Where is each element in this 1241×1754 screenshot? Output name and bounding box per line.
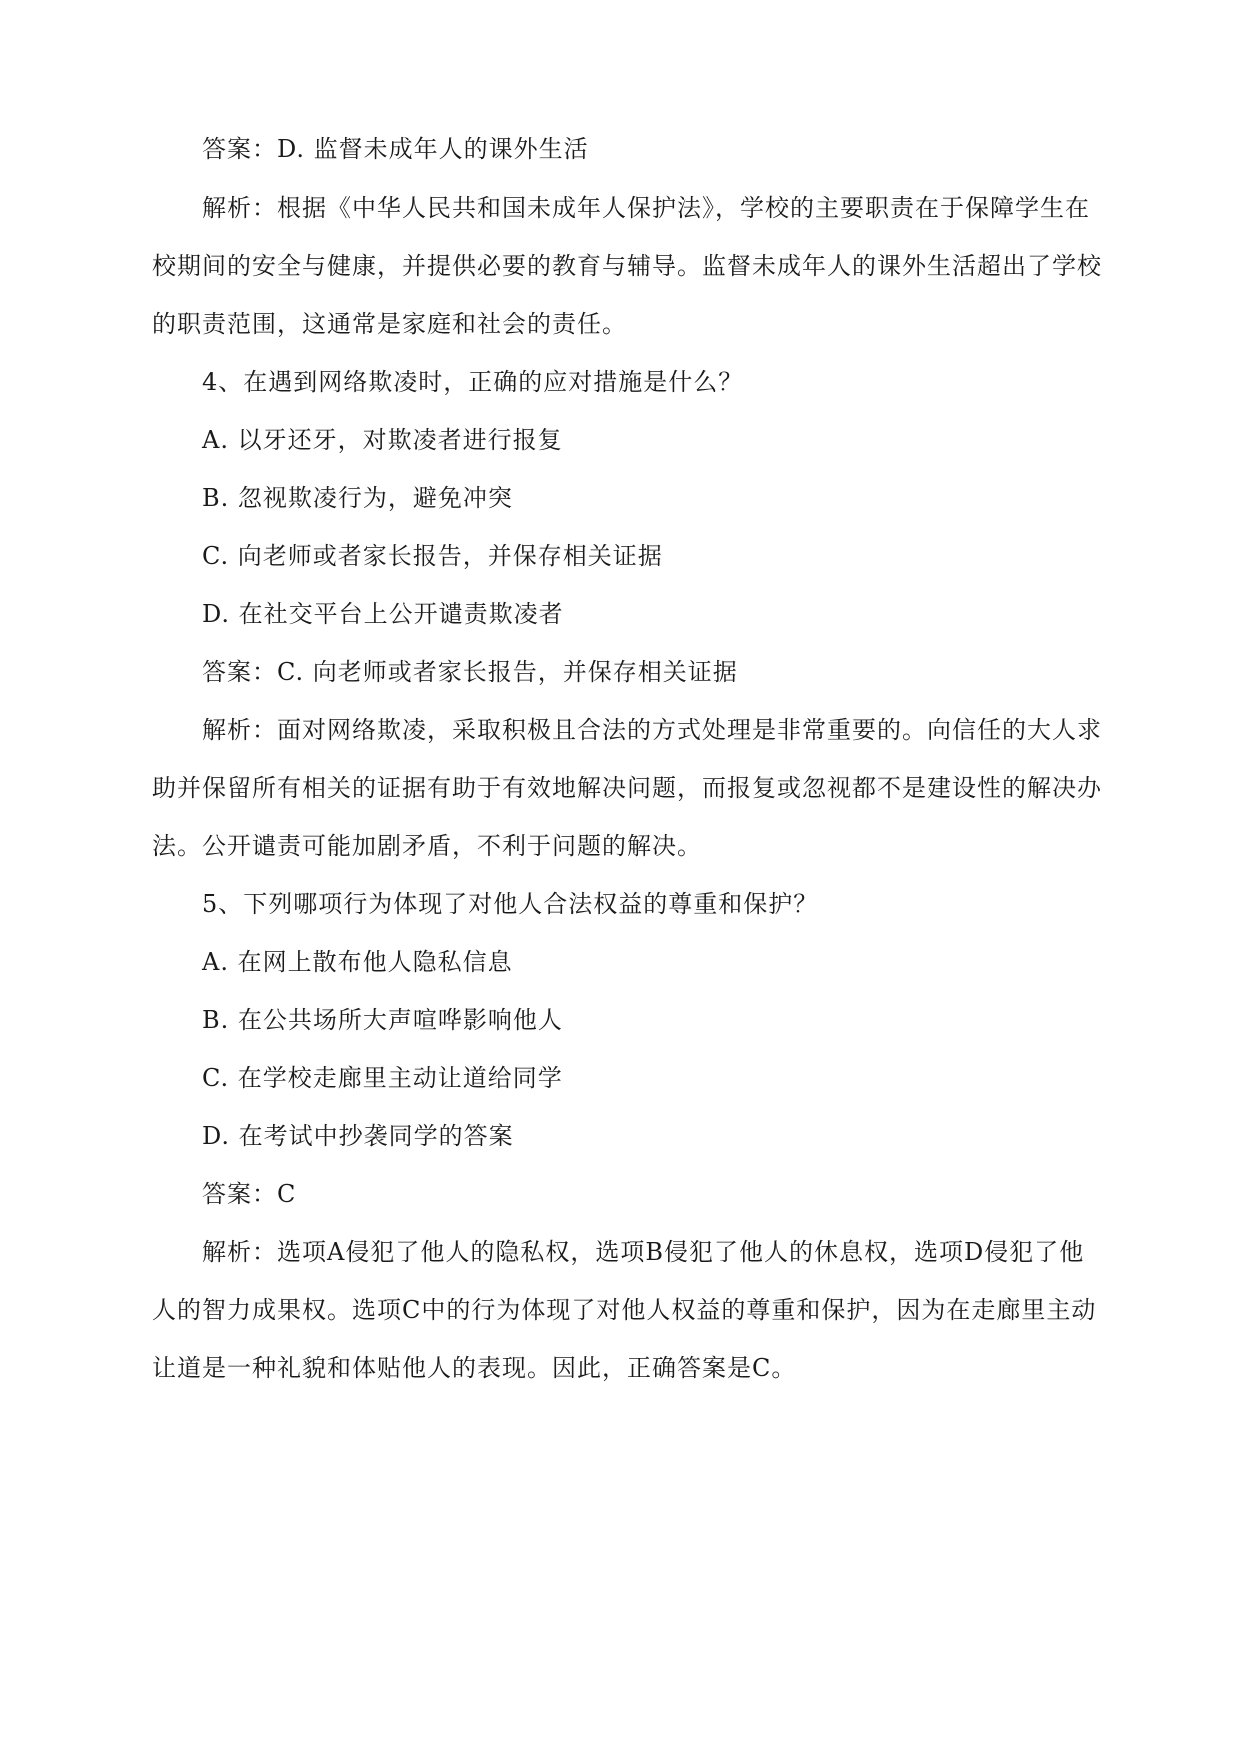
q4-option-d: D. 在社交平台上公开谴责欺凌者 [202, 600, 564, 628]
q3-answer: 答案：D. 监督未成年人的课外生活 [202, 135, 589, 163]
q4-analysis-line-2: 助并保留所有相关的证据有助于有效地解决问题，而报复或忽视都不是建设性的解决办 [152, 774, 1102, 802]
q4-option-b: B. 忽视欺凌行为，避免冲突 [202, 484, 513, 512]
q5-option-c: C. 在学校走廊里主动让道给同学 [202, 1064, 563, 1092]
q4-question: 4、在遇到网络欺凌时，正确的应对措施是什么？ [202, 368, 744, 396]
q5-option-b: B. 在公共场所大声喧哗影响他人 [202, 1006, 563, 1034]
q3-analysis-line-1: 解析：根据《中华人民共和国未成年人保护法》，学校的主要职责在于保障学生在 [202, 194, 1090, 222]
q5-analysis-line-1: 解析：选项A侵犯了他人的隐私权，选项B侵犯了他人的休息权，选项D侵犯了他 [202, 1238, 1085, 1266]
q4-option-a: A. 以牙还牙，对欺凌者进行报复 [202, 426, 563, 454]
q5-analysis-line-2: 人的智力成果权。选项C中的行为体现了对他人权益的尊重和保护，因为在走廊里主动 [152, 1296, 1097, 1324]
q4-answer: 答案：C. 向老师或者家长报告，并保存相关证据 [202, 658, 738, 686]
q5-analysis-line-3: 让道是一种礼貌和体贴他人的表现。因此，正确答案是C。 [152, 1354, 797, 1382]
q4-option-c: C. 向老师或者家长报告，并保存相关证据 [202, 542, 663, 570]
q5-option-a: A. 在网上散布他人隐私信息 [202, 948, 513, 976]
q3-analysis-line-2: 校期间的安全与健康，并提供必要的教育与辅导。监督未成年人的课外生活超出了学校 [152, 252, 1102, 280]
q4-analysis-line-1: 解析：面对网络欺凌，采取积极且合法的方式处理是非常重要的。向信任的大人求 [202, 716, 1102, 744]
q5-option-d: D. 在考试中抄袭同学的答案 [202, 1122, 514, 1150]
q3-analysis-line-3: 的职责范围，这通常是家庭和社会的责任。 [152, 310, 627, 338]
q5-question: 5、下列哪项行为体现了对他人合法权益的尊重和保护？ [202, 890, 819, 918]
q5-answer: 答案：C [202, 1180, 297, 1208]
q4-analysis-line-3: 法。公开谴责可能加剧矛盾，不利于问题的解决。 [152, 832, 702, 860]
